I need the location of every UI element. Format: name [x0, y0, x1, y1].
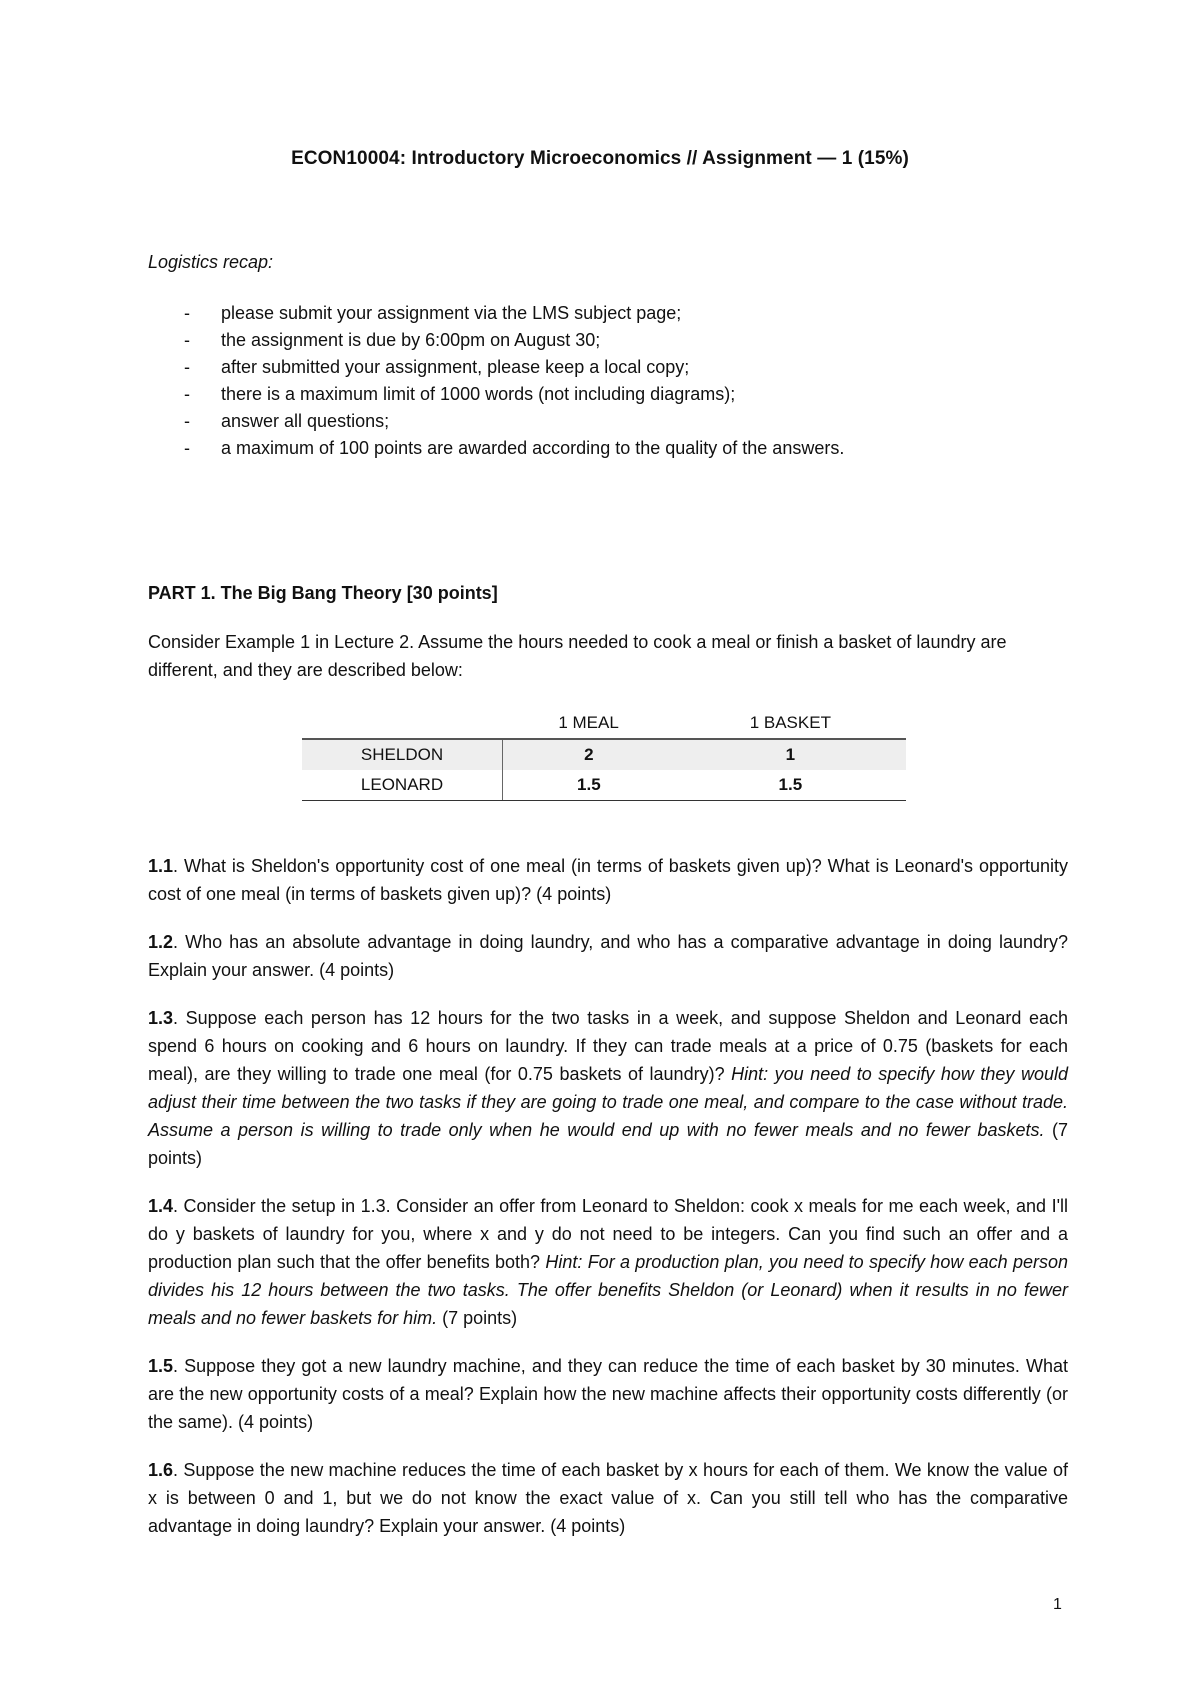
- list-item: [148, 435, 1078, 462]
- question-number: 1.1: [148, 856, 174, 876]
- list-item-text: after submitted your assignment, please keep a local copy;: [221, 357, 690, 377]
- bullet-dash: -: [184, 303, 190, 323]
- question-1-4: [148, 1192, 1068, 1332]
- question-text: . Suppose each person has 12 hours for the two tasks in a week, and suppose Sheldon and Leonard each spend 6 hours on cooking and 6 hours on laundry. If they can trade meals at a price of 0.75 (baskets for each meal), are they willing to trade one meal (for 0.75 baskets of laundry)?: [148, 1008, 1068, 1084]
- question-1-6: [148, 1456, 1068, 1540]
- hours-table: [302, 708, 906, 801]
- question-text: . Suppose they got a new laundry machine, and they can reduce the time of each basket by 30 minutes. What are the new opportunity costs of a meal? Explain how the new machine affects their opportunity costs differently (or the same). (4 points): [148, 1356, 1068, 1432]
- question-number: 1.6: [148, 1460, 174, 1480]
- table-row-sheldon: [302, 739, 906, 770]
- question-1-3: [148, 1004, 1068, 1172]
- list-item: [148, 408, 1078, 435]
- table-row-label: SHELDON: [302, 739, 503, 770]
- list-item-text: a maximum of 100 points are awarded according to the quality of the answers.: [221, 438, 845, 458]
- table-cell-meal: 2: [503, 739, 675, 770]
- table-header-basket: 1 BASKET: [749, 713, 831, 732]
- list-item: [148, 300, 1078, 327]
- logistics-heading: Logistics recap:: [148, 252, 274, 272]
- list-item-text: please submit your assignment via the LMS subject page;: [221, 303, 682, 323]
- question-number: 1.2: [148, 932, 174, 952]
- table-cell-meal: 1.5: [503, 770, 675, 801]
- bullet-dash: -: [184, 438, 190, 458]
- question-text: . Suppose the new machine reduces the time of each basket by x hours for each of them. We know the value of x is between 0 and 1, but we do not know the exact value of x. Can you still tell who has the comparative advantage in doing laundry? Explain your answer. (4 points): [148, 1460, 1068, 1536]
- bullet-dash: -: [184, 411, 190, 431]
- list-item: [148, 354, 1078, 381]
- table-header-cell: [302, 708, 503, 739]
- question-hint: Hint: For a production plan, you need to specify how each person divides his 12 hours between the two tasks. The offer benefits Sheldon (or Leonard) when it results in no fewer meals and no fewer baskets for him.: [148, 1252, 1069, 1328]
- page-number: 1: [1053, 1596, 1062, 1613]
- question-number: 1.5: [148, 1356, 174, 1376]
- question-points: (7 points): [148, 1120, 1068, 1168]
- question-hint: Hint: you need to specify how they would adjust their time between the two tasks if they are going to trade one meal, and compare to the case without trade. Assume a person is willing to trade only when he would end up with no fewer meals and no fewer baskets.: [148, 1064, 1068, 1140]
- question-text: . Consider the setup in 1.3. Consider an offer from Leonard to Sheldon: cook x meals for me each week, and I'll do y baskets of laundry for you, where x and y do not need to be integers. Can you find such an offer and a production plan such that the offer benefits both?: [148, 1196, 1068, 1272]
- question-points: (7 points): [437, 1308, 518, 1328]
- question-1-1: [148, 852, 1068, 908]
- table-header-row: [302, 708, 906, 739]
- question-1-5: [148, 1352, 1068, 1436]
- list-item: [148, 381, 1078, 408]
- table-header-meal: 1 MEAL: [558, 713, 619, 732]
- part1-heading: PART 1. The Big Bang Theory [30 points]: [148, 583, 498, 603]
- list-item-text: the assignment is due by 6:00pm on August 30;: [221, 330, 601, 350]
- table-row-label: LEONARD: [302, 770, 503, 801]
- bullet-dash: -: [184, 384, 190, 404]
- logistics-list: [148, 300, 1078, 462]
- question-text: . Who has an absolute advantage in doing laundry, and who has a comparative advantage in doing laundry? Explain your answer. (4 points): [148, 932, 1068, 980]
- table-cell-basket: 1.5: [675, 770, 906, 801]
- part1-intro: Consider Example 1 in Lecture 2. Assume the hours needed to cook a meal or finish a basket of laundry are different, and they are described below:: [148, 632, 1007, 680]
- table-cell-basket: 1: [675, 739, 906, 770]
- list-item-text: answer all questions;: [221, 411, 390, 431]
- table-row-leonard: [302, 770, 906, 801]
- question-text: . What is Sheldon's opportunity cost of one meal (in terms of baskets given up)? What is Leonard's opportunity cost of one meal (in terms of baskets given up)? (4 points): [148, 856, 1068, 904]
- questions-section: [148, 852, 1068, 1560]
- list-item: [148, 327, 1078, 354]
- bullet-dash: -: [184, 330, 190, 350]
- question-number: 1.3: [148, 1008, 174, 1028]
- question-1-2: [148, 928, 1068, 984]
- page-title: ECON10004: Introductory Microeconomics // Assignment — 1 (15%): [291, 148, 909, 169]
- bullet-dash: -: [184, 357, 190, 377]
- question-number: 1.4: [148, 1196, 174, 1216]
- list-item-text: there is a maximum limit of 1000 words (not including diagrams);: [221, 384, 736, 404]
